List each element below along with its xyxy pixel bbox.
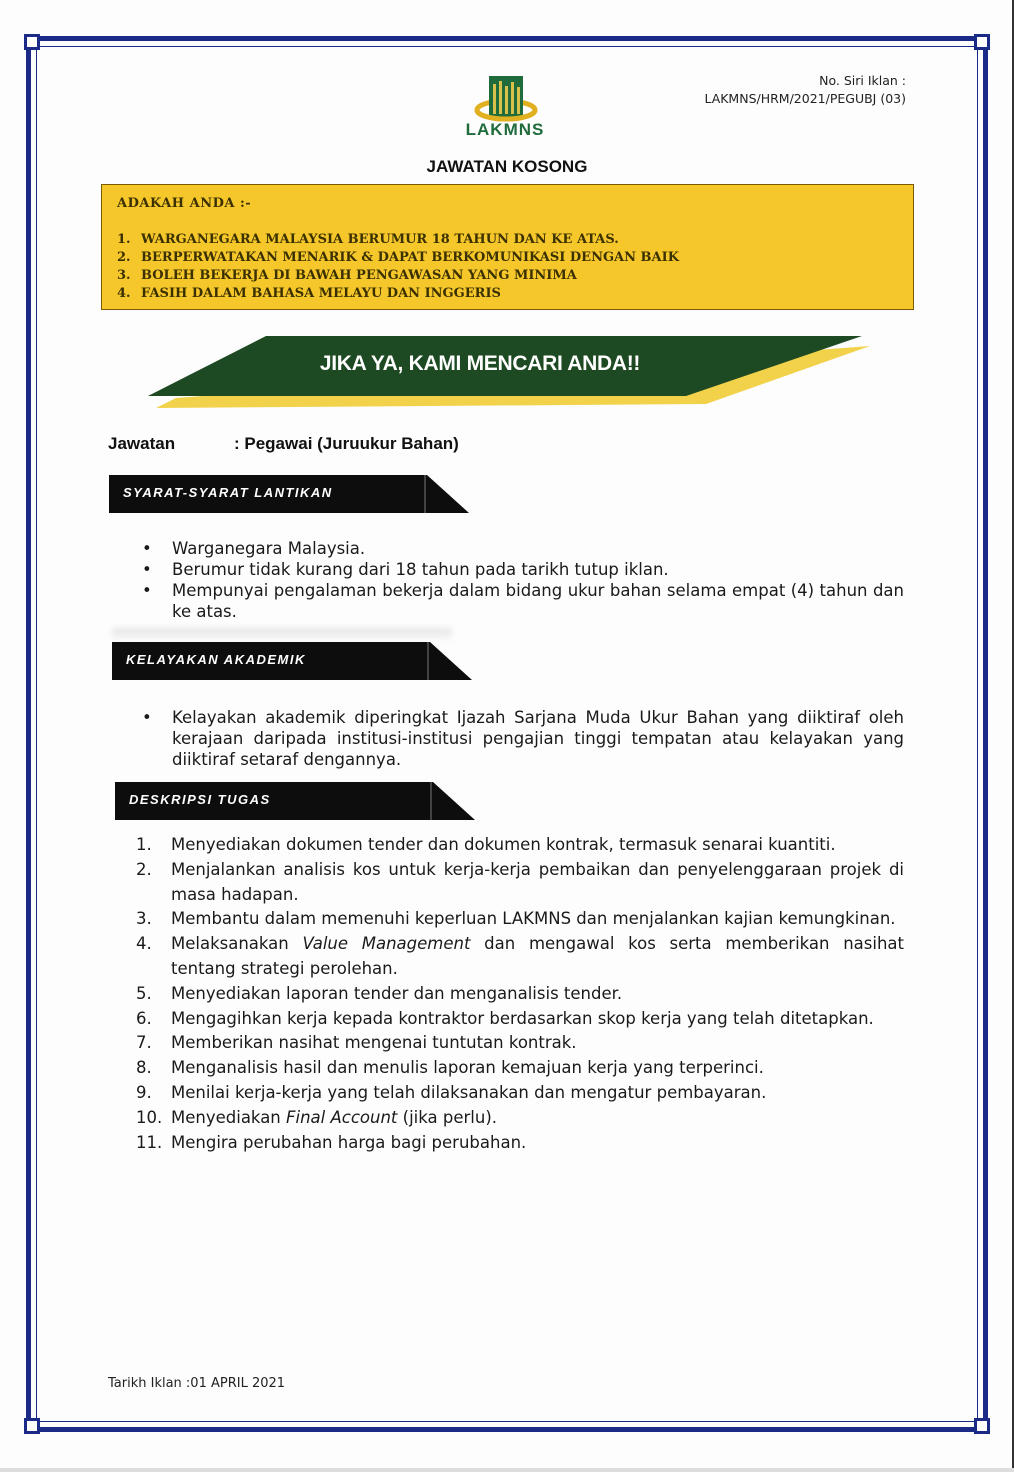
section-shadow: [112, 628, 452, 642]
page-title: JAWATAN KOSONG: [426, 157, 588, 176]
item-text: Melaksanakan: [171, 934, 303, 954]
section-title: KELAYAKAN AKADEMIK: [126, 652, 306, 667]
list-item: [136, 833, 904, 858]
item-number: 7.: [136, 1033, 152, 1053]
item-text: Menyediakan dokumen tender dan dokumen kontrak, termasuk senarai kuantiti.: [171, 835, 836, 854]
item-number: 10.: [136, 1107, 163, 1127]
serial-label: No. Siri Iklan :: [819, 73, 906, 88]
item-text: WARGANEGARA MALAYSIA BERUMUR 18 TAHUN DAN KE ATAS.: [141, 232, 619, 247]
serial-number: [704, 72, 906, 108]
item-emphasis: Final Account: [286, 1107, 398, 1127]
item-number: 4.: [136, 934, 152, 954]
list-item: [136, 907, 904, 932]
border-corner-ornament: [974, 34, 990, 50]
item-text: Mempunyai pengalaman bekerja dalam bidang ukur bahan selama empat (4) tahun dan ke atas.: [172, 581, 904, 621]
section-title: DESKRIPSI TUGAS: [129, 792, 271, 807]
scan-edge: [0, 1468, 1014, 1472]
item-text: Kelayakan akademik diperingkat Ijazah Sarjana Muda Ukur Bahan yang diiktiraf oleh kerajaan daripada institusi-institusi pengajian tinggi tempatan atau kelayakan yang diiktiraf setaraf dengannya.: [172, 708, 904, 769]
item-text: Menyediakan: [171, 1107, 287, 1127]
list-item: [136, 1007, 904, 1032]
item-emphasis: Value Management: [302, 934, 471, 954]
section-header-syarat: [109, 475, 471, 513]
list-item: [136, 1056, 904, 1081]
item-text: Berumur tidak kurang dari 18 tahun pada tarikh tutup iklan.: [172, 560, 669, 579]
item-text: Memberikan nasihat mengenai tuntutan kontrak.: [171, 1033, 577, 1053]
item-text: Membantu dalam memenuhi keperluan LAKMNS dan menjalankan kajian kemungkinan.: [171, 909, 896, 929]
list-item: [136, 1131, 904, 1156]
syarat-list: [140, 538, 904, 622]
logo-wordmark: LAKMNS: [465, 120, 545, 139]
list-item: [117, 285, 679, 303]
criteria-heading: ADAKAH ANDA :-: [117, 196, 252, 211]
bullet-icon: •: [142, 560, 152, 579]
item-number: 2.: [136, 859, 152, 879]
serial-value: LAKMNS/HRM/2021/PEGUBJ (03): [704, 91, 906, 106]
position-label: Jawatan: [108, 434, 176, 453]
item-number: 6.: [136, 1008, 152, 1028]
section-title: SYARAT-SYARAT LANTIKAN: [123, 485, 333, 500]
banner-headline: JIKA YA, KAMI MENCARI ANDA!!: [319, 352, 641, 375]
border-corner-ornament: [974, 1418, 990, 1434]
item-number: 2.: [117, 250, 131, 265]
item-text: (jika perlu).: [397, 1107, 498, 1127]
list-item: [117, 231, 679, 249]
item-text: Menganalisis hasil dan menulis laporan kemajuan kerja yang terperinci.: [171, 1058, 764, 1078]
list-item: [136, 1081, 904, 1106]
item-text: dan mengawal kos serta memberikan nasihat tentang strategi perolehan.: [171, 934, 904, 978]
list-item: [136, 1106, 904, 1131]
position-value: : Pegawai (Juruukur Bahan): [234, 434, 459, 453]
item-number: 1.: [117, 232, 131, 247]
border-corner-ornament: [24, 34, 40, 50]
item-text: BOLEH BEKERJA DI BAWAH PENGAWASAN YANG MINIMA: [141, 268, 577, 283]
criteria-list: [117, 231, 679, 303]
item-text: Warganegara Malaysia.: [172, 539, 366, 558]
list-item: [140, 580, 904, 622]
criteria-box: [101, 184, 914, 310]
item-number: 1.: [136, 835, 152, 854]
item-number: 3.: [117, 268, 131, 283]
section-header-tugas: [115, 782, 477, 820]
item-text: Mengagihkan kerja kepada kontraktor berdasarkan skop kerja yang telah ditetapkan.: [171, 1008, 874, 1028]
section-header-akademik: [112, 642, 474, 680]
item-text: Menjalankan analisis kos untuk kerja-kerja pembaikan dan penyelenggaraan projek di masa hadapan.: [171, 859, 904, 904]
item-number: 11.: [136, 1132, 163, 1152]
list-item: [140, 559, 904, 580]
item-text: BERPERWATAKAN MENARIK & DAPAT BERKOMUNIKASI DENGAN BAIK: [141, 250, 680, 265]
item-text: Menilai kerja-kerja yang telah dilaksanakan dan mengatur pembayaran.: [171, 1082, 767, 1102]
list-item: [136, 982, 904, 1007]
list-item: [117, 249, 679, 267]
bullet-icon: •: [142, 581, 152, 600]
item-number: 9.: [136, 1082, 152, 1102]
item-text: FASIH DALAM BAHASA MELAYU DAN INGGERIS: [141, 286, 501, 301]
akademik-list: [140, 707, 904, 770]
item-number: 8.: [136, 1058, 152, 1078]
item-text: Menyediakan laporan tender dan menganalisis tender.: [171, 983, 623, 1003]
item-number: 5.: [136, 983, 152, 1003]
bullet-icon: •: [142, 708, 152, 727]
list-item: [117, 267, 679, 285]
tugas-list: [136, 833, 904, 1155]
item-text: Mengira perubahan harga bagi perubahan.: [171, 1132, 527, 1152]
list-item: [140, 538, 904, 559]
item-number: 4.: [117, 286, 131, 301]
list-item: [140, 707, 904, 770]
item-number: 3.: [136, 909, 152, 929]
list-item: [136, 1031, 904, 1056]
list-item: [136, 858, 904, 908]
bullet-icon: •: [142, 539, 152, 558]
list-item: [136, 932, 904, 982]
advertisement-date: Tarikh Iklan :01 APRIL 2021: [108, 1376, 286, 1391]
border-corner-ornament: [24, 1418, 40, 1434]
